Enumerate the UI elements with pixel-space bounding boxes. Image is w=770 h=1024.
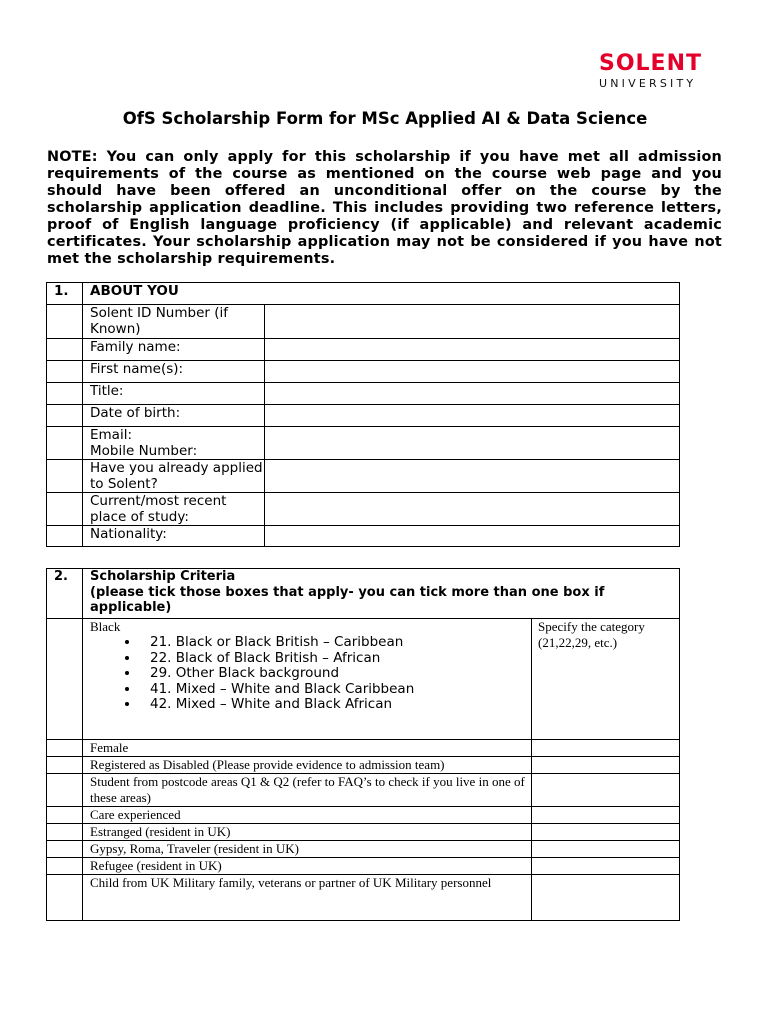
field-label: Current/most recent place of study: <box>83 493 265 526</box>
spacer-cell <box>47 383 83 405</box>
criteria-label: Estranged (resident in UK) <box>83 824 532 841</box>
list-item: • 29. Other Black background <box>140 666 531 682</box>
field-label: Nationality: <box>83 526 265 547</box>
spacer-cell <box>47 305 83 339</box>
field-label: Solent ID Number (if Known) <box>83 305 265 339</box>
black-label: Black <box>90 619 121 634</box>
tick-box[interactable] <box>47 619 83 740</box>
criteria-label: Student from postcode areas Q1 & Q2 (refer to FAQ’s to check if you live in one of these areas) <box>83 774 532 807</box>
criteria-extra-cell[interactable] <box>532 841 680 858</box>
field-label: First name(s): <box>83 361 265 383</box>
criteria-extra-cell[interactable] <box>532 875 680 921</box>
tick-box[interactable] <box>47 824 83 841</box>
list-item: • 22. Black of Black British – African <box>140 651 531 667</box>
spacer-cell <box>47 493 83 526</box>
about-you-table <box>46 282 680 547</box>
solent-university-logo <box>599 52 702 90</box>
criteria-label: Refugee (resident in UK) <box>83 858 532 875</box>
criteria-extra-cell[interactable] <box>532 807 680 824</box>
black-category-list <box>90 635 531 713</box>
tick-box[interactable] <box>47 875 83 921</box>
spacer-cell <box>47 427 83 460</box>
section-number: 1. <box>47 283 83 305</box>
field-label: Have you already applied to Solent? <box>83 460 265 493</box>
tick-box[interactable] <box>47 774 83 807</box>
list-item: • 42. Mixed – White and Black African <box>140 697 531 713</box>
first-names-input[interactable] <box>265 361 680 383</box>
criteria-extra-cell[interactable] <box>532 858 680 875</box>
list-item: • 41. Mixed – White and Black Caribbean <box>140 682 531 698</box>
family-name-input[interactable] <box>265 339 680 361</box>
solent-id-input[interactable] <box>265 305 680 339</box>
criteria-label: Gypsy, Roma, Traveler (resident in UK) <box>83 841 532 858</box>
email-label: Email: <box>90 427 133 443</box>
date-of-birth-input[interactable] <box>265 405 680 427</box>
spacer-cell <box>47 339 83 361</box>
email-mobile-input[interactable] <box>265 427 680 460</box>
field-label: Family name: <box>83 339 265 361</box>
criteria-extra-cell[interactable] <box>532 824 680 841</box>
mobile-label: Mobile Number: <box>90 443 198 459</box>
section-heading: ABOUT YOU <box>83 283 680 305</box>
logo-wordmark: SOLENT <box>598 51 702 76</box>
criteria-extra-cell[interactable] <box>532 757 680 774</box>
section-number: 2. <box>47 569 83 619</box>
nationality-input[interactable] <box>265 526 680 547</box>
criteria-label: Registered as Disabled (Please provide evidence to admission team) <box>83 757 532 774</box>
title-input[interactable] <box>265 383 680 405</box>
applied-before-input[interactable] <box>265 460 680 493</box>
spacer-cell <box>47 460 83 493</box>
criteria-instructions: (please tick those boxes that apply- you can tick more than one box if applicable) <box>90 584 605 615</box>
spacer-cell <box>47 405 83 427</box>
tick-box[interactable] <box>47 858 83 875</box>
tick-box[interactable] <box>47 807 83 824</box>
spacer-cell <box>47 361 83 383</box>
field-label <box>83 427 265 460</box>
place-of-study-input[interactable] <box>265 493 680 526</box>
list-item: • 21. Black or Black British – Caribbean <box>140 635 531 651</box>
scholarship-criteria-table <box>46 568 680 921</box>
eligibility-note: NOTE: You can only apply for this scholarship if you have met all admission requirements of the course as mentioned on the course web page and you should have been offered an unconditional offer on the course by the scholarship application deadline. This includes providing two reference letters, proof of English language proficiency (if applicable) and relevant academic certificates. Your scholarship application may not be considered if you have not met the scholarship requirements. <box>47 149 722 267</box>
logo-subtitle: UNIVERSITY <box>598 77 697 90</box>
criteria-extra-cell[interactable] <box>532 740 680 757</box>
criteria-label: Care experienced <box>83 807 532 824</box>
page-title: OfS Scholarship Form for MSc Applied AI & Data Science <box>122 109 648 128</box>
field-label: Date of birth: <box>83 405 265 427</box>
section-heading <box>83 569 680 619</box>
field-label: Title: <box>83 383 265 405</box>
tick-box[interactable] <box>47 757 83 774</box>
specify-category-field[interactable]: Specify the category (21,22,29, etc.) <box>532 619 680 740</box>
tick-box[interactable] <box>47 740 83 757</box>
black-category-cell <box>83 619 532 740</box>
criteria-heading: Scholarship Criteria <box>90 569 236 584</box>
spacer-cell <box>47 526 83 547</box>
criteria-label: Female <box>83 740 532 757</box>
criteria-label: Child from UK Military family, veterans or partner of UK Military personnel <box>83 875 532 921</box>
criteria-extra-cell[interactable] <box>532 774 680 807</box>
tick-box[interactable] <box>47 841 83 858</box>
